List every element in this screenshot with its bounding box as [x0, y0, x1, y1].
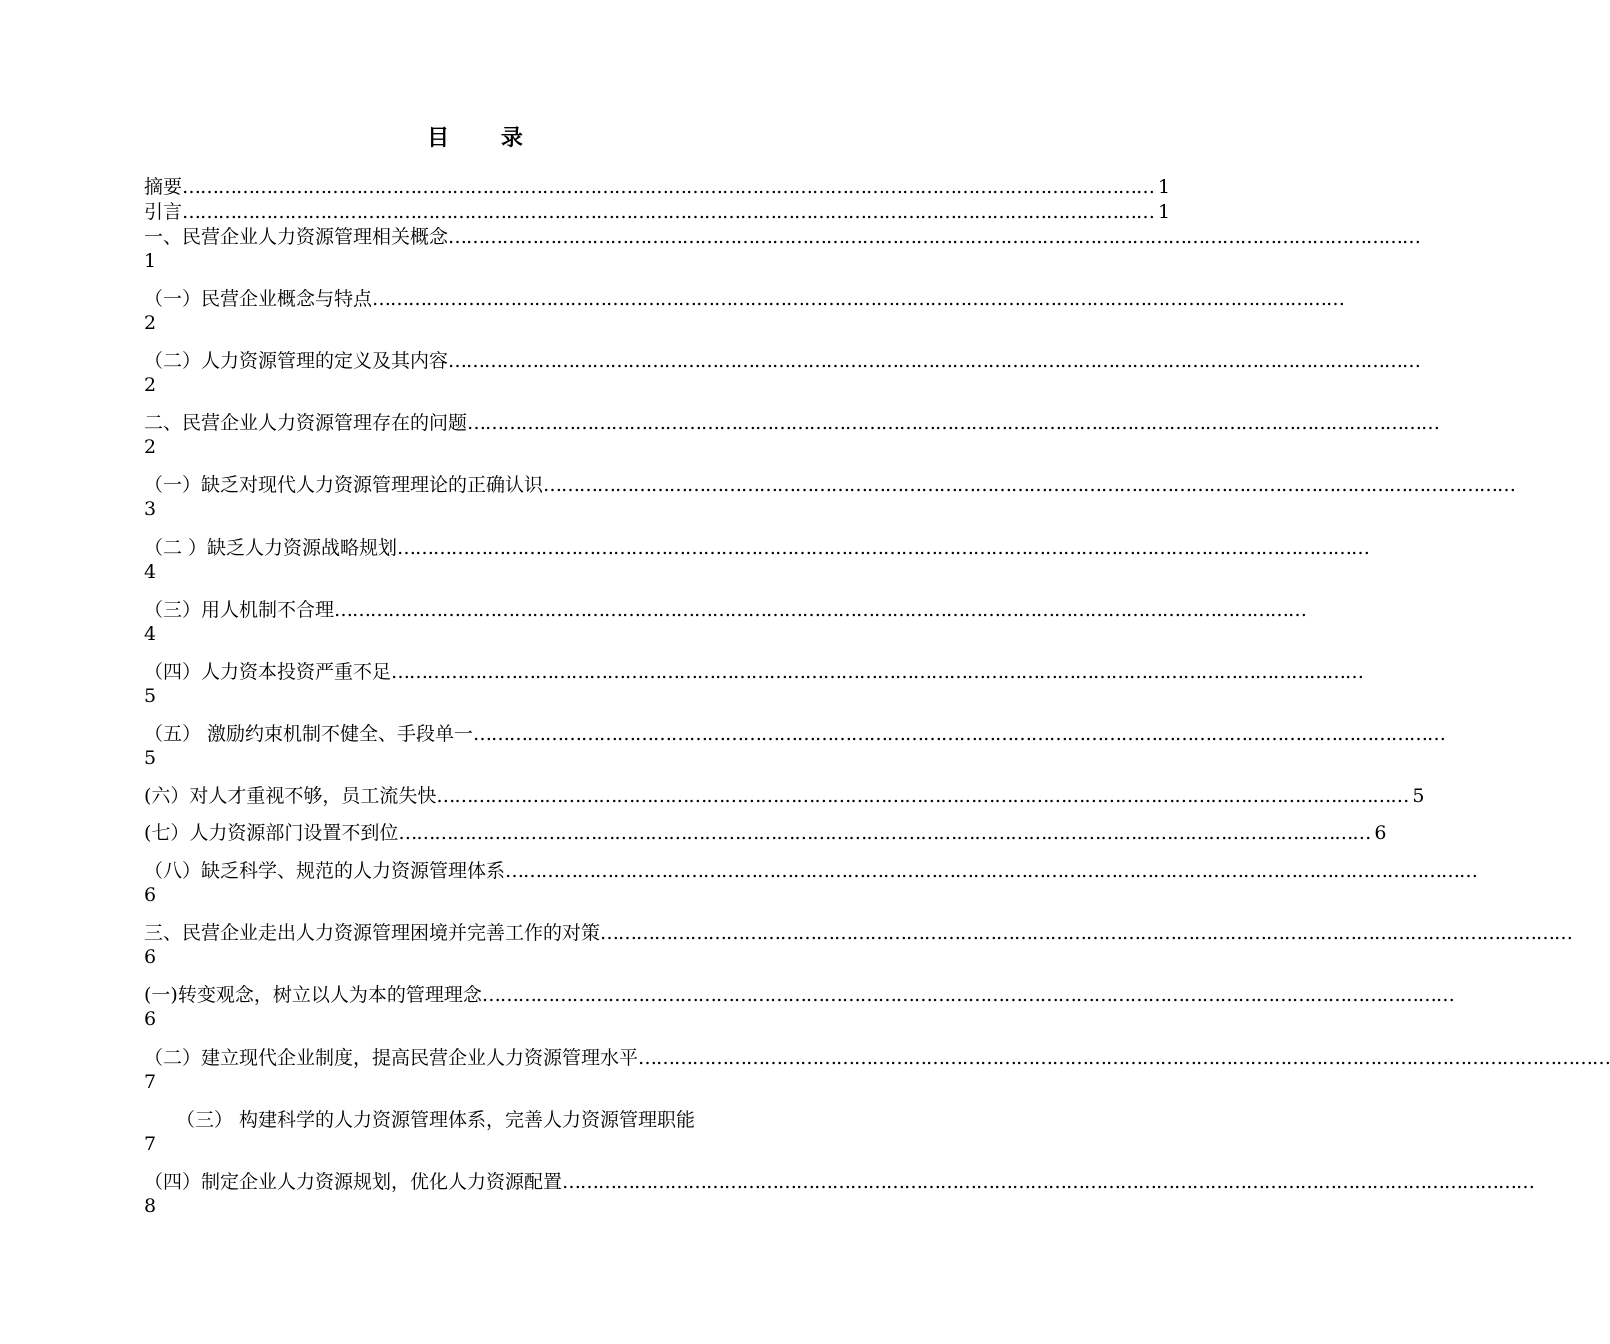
toc-entry-text: （八）缺乏科学、规范的人力资源管理体系 — [144, 860, 506, 882]
toc-entry-text: （三） 构建科学的人力资源管理体系，完善人力资源管理职能 — [176, 1109, 696, 1131]
toc-entry-3-1[interactable] — [144, 983, 1454, 1031]
toc-page-number: 4 — [144, 623, 157, 645]
toc-entry-2-6[interactable] — [144, 784, 1425, 808]
dot-leader: ……………………………………………………………………………………………………………………………………………… — [638, 1047, 1610, 1069]
dot-leader: ……………………………………………………………………………………………………………………………………………… — [448, 350, 1421, 372]
toc-entry-2-5[interactable] — [144, 722, 1446, 770]
toc-entry-section-1[interactable] — [144, 225, 1421, 273]
toc-entry-2-7[interactable] — [144, 821, 1387, 845]
toc-entry-text: （二 ）缺乏人力资源战略规划 — [144, 537, 398, 559]
toc-entry-text: （二）人力资源管理的定义及其内容 — [144, 350, 449, 372]
toc-entry-text: （二）建立现代企业制度，提高民营企业人力资源管理水平 — [144, 1047, 639, 1069]
dot-leader: ……………………………………………………………………………………………………………………………………………… — [436, 785, 1409, 807]
toc-entry-text: (六）对人才重视不够，员工流失快 — [144, 785, 437, 807]
toc-entry-text: （三）用人机制不合理 — [144, 599, 335, 621]
toc-entry-1-2[interactable] — [144, 349, 1421, 397]
dot-leader: ……………………………………………………………………………………………………………………………………………… — [182, 176, 1155, 198]
toc-entry-text: 二、民营企业人力资源管理存在的问题 — [144, 412, 468, 434]
dot-leader: ……………………………………………………………………………………………………………………………………………… — [391, 661, 1364, 683]
toc-page-number: 7 — [144, 1133, 157, 1155]
toc-entry-2-3[interactable] — [144, 598, 1307, 646]
dot-leader: ……………………………………………………………………………………………………………………………………………… — [473, 723, 1446, 745]
toc-entry-text: 摘要 — [144, 176, 183, 198]
toc-entry-text: （四）制定企业人力资源规划，优化人力资源配置 — [144, 1171, 563, 1193]
toc-entry-text: （四）人力资本投资严重不足 — [144, 661, 392, 683]
toc-entry-text: （五） 激励约束机制不健全、手段单一 — [144, 723, 474, 745]
toc-entry-3-3[interactable] — [144, 1108, 806, 1156]
toc-page-number: 5 — [144, 747, 157, 769]
toc-entry-section-3[interactable] — [144, 921, 1573, 969]
toc-page-number: 6 — [144, 884, 157, 906]
toc-entry-text: 三、民营企业走出人力资源管理困境并完善工作的对策 — [144, 922, 601, 944]
toc-page-number: 1 — [144, 250, 157, 272]
dot-leader: ……………………………………………………………………………………………………………………………………………… — [481, 984, 1454, 1006]
dot-leader: ……………………………………………………………………………………………………………………………………………… — [334, 599, 1307, 621]
toc-page-number: 2 — [144, 374, 157, 396]
toc-entry-2-4[interactable] — [144, 660, 1364, 708]
dot-leader: ……………………………………………………………………………………………………………………………………………… — [467, 412, 1440, 434]
dot-leader: ……………………………………………………………………………………………………………………………………………… — [397, 537, 1370, 559]
toc-entry-text: （一）民营企业概念与特点 — [144, 288, 373, 310]
toc-entry-text: （一）缺乏对现代人力资源管理理论的正确认识 — [144, 474, 544, 496]
toc-entry-text: 引言 — [144, 201, 183, 223]
toc-entry-2-1[interactable] — [144, 473, 1516, 521]
dot-leader: ……………………………………………………………………………………………………………………………………………… — [600, 922, 1573, 944]
toc-entry-2-8[interactable] — [144, 859, 1478, 907]
toc-entry-2-2[interactable] — [144, 536, 1370, 584]
toc-page-number: 6 — [144, 1008, 157, 1030]
toc-entry-1-1[interactable] — [144, 287, 1345, 335]
toc-entry-3-2[interactable] — [144, 1046, 1610, 1094]
toc-page-number: 3 — [144, 498, 157, 520]
dot-leader: ……………………………………………………………………………………………………………………………………………… — [562, 1171, 1535, 1193]
toc-page-number: 1 — [1158, 176, 1171, 198]
dot-leader: ……………………………………………………………………………………………………………………………………………… — [505, 860, 1478, 882]
toc-page-number: 2 — [144, 436, 157, 458]
toc-entry-section-2[interactable] — [144, 411, 1440, 459]
toc-entry-text: 一、民营企业人力资源管理相关概念 — [144, 226, 449, 248]
toc-entry-text: (一)转变观念，树立以人为本的管理理念 — [144, 984, 482, 1006]
toc-page-number: 6 — [144, 946, 157, 968]
toc-title: 目 录 — [427, 125, 545, 151]
dot-leader: ……………………………………………………………………………………………………………………………………………… — [543, 474, 1516, 496]
toc-page-number: 1 — [1158, 201, 1171, 223]
toc-entry-3-4[interactable] — [144, 1170, 1535, 1218]
dot-leader: ……………………………………………………………………………………………………………………………………………… — [448, 226, 1421, 248]
toc-page-number: 8 — [144, 1195, 157, 1217]
dot-leader: ……………………………………………………………………………………………………………………………………………… — [398, 822, 1371, 844]
toc-page-number: 6 — [1374, 822, 1387, 844]
dot-leader: ……………………………………………………………………………………………………………………………………………… — [182, 201, 1155, 223]
toc-entry-text: (七）人力资源部门设置不到位 — [144, 822, 399, 844]
toc-entry-abstract[interactable] — [144, 175, 1171, 199]
toc-entry-introduction[interactable] — [144, 200, 1171, 224]
toc-page-number: 4 — [144, 561, 157, 583]
dot-leader: ……………………………………………………………………………………………………………………………………………… — [372, 288, 1345, 310]
toc-page-number: 7 — [144, 1071, 157, 1093]
toc-page-number: 2 — [144, 312, 157, 334]
toc-page-number: 5 — [1412, 785, 1425, 807]
toc-page-number: 5 — [144, 685, 157, 707]
